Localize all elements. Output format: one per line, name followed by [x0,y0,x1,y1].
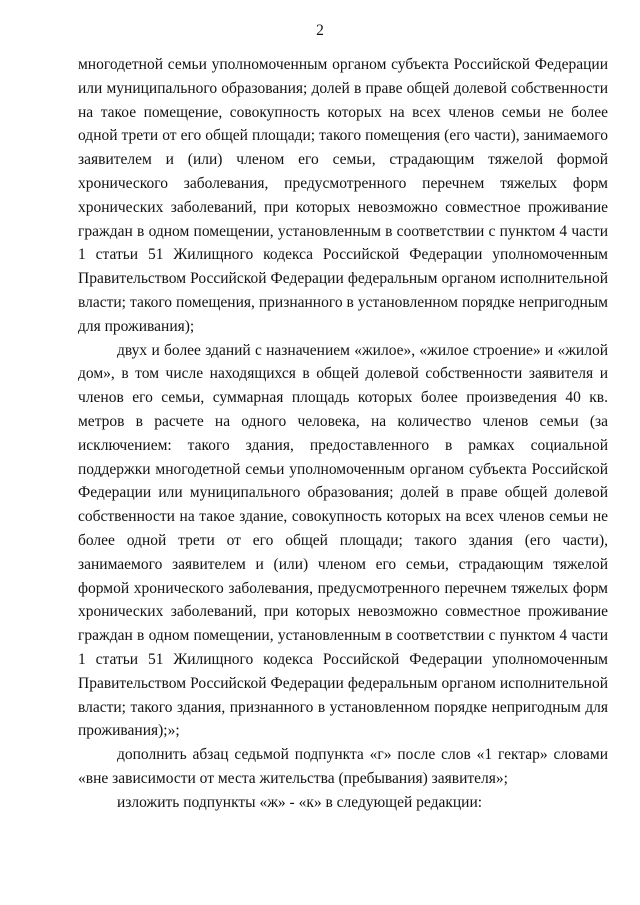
paragraph-amendment-g: дополнить абзац седьмой подпункта «г» после слов «1 гектар» словами «вне зависимости от места жительства (пребывания) заявителя»; [78,746,608,787]
page-number: 2 [316,22,324,39]
document-body [78,53,608,815]
paragraph-buildings: двух и более зданий с назначением «жилое», «жилое строение» и «жилой дом», в том числе находящихся в общей долевой собственности заявителя и членов его семьи, суммарная площадь которых более произведения 40 кв. метров в расчете на одного человека, на количество членов семьи (за исключением: такого здания, предоставленного в рамках социальной поддержки многодетной семьи уполномоченным органом субъекта Российской Федерации или муниципального образования; долей в праве общей долевой собственности на такое здание, совокупность которых на всех членов семьи не более одной трети от его общей площади; такого здания (его части), занимаемого заявителем и (или) членом его семьи, страдающим тяжелой формой хронического заболевания, предусмотренного перечнем тяжелых форм хронических заболеваний, при которых невозможно совместное проживание граждан в одном помещении, установленным в соответствии с пунктом 4 части 1 статьи 51 Жилищного кодекса Российской Федерации уполномоченным Правительством Российской Федерации федеральным органом исполнительной власти; такого здания, признанного в установленном порядке непригодным для проживания);»; [78,341,608,740]
paragraph-continuation: многодетной семьи уполномоченным органом субъекта Российской Федерации или муниципального образования; долей в праве общей долевой собственности на такое помещение, совокупность которых на всех членов семьи не более одной трети от его общей площади; такого помещения (его части), занимаемого заявителем и (или) членом его семьи, страдающим тяжелой формой хронического заболевания, предусмотренного перечнем тяжелых форм хронических заболеваний, при которых невозможно совместное проживание граждан в одном помещении, установленным в соответствии с пунктом 4 части 1 статьи 51 Жилищного кодекса Российской Федерации уполномоченным Правительством Российской Федерации федеральным органом исполнительной власти; такого помещения, признанного в установленном порядке непригодным для проживания); [78,56,608,335]
paragraph-amendment-zh-k: изложить подпункты «ж» - «к» в следующей редакции: [117,793,483,811]
